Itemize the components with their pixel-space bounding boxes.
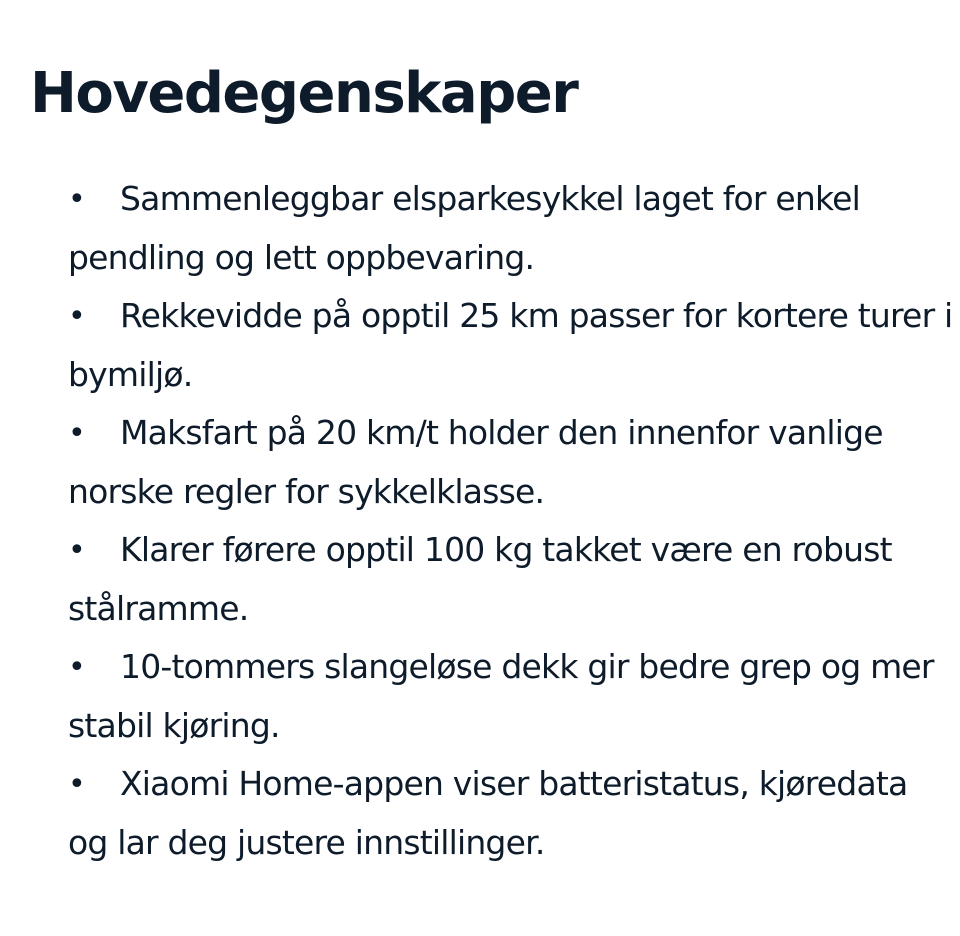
list-item — [68, 170, 953, 287]
list-item — [68, 287, 953, 404]
bullet-icon: • — [68, 182, 85, 217]
feature-list — [68, 170, 953, 872]
page-title: Hovedegenskaper — [30, 61, 578, 126]
list-item-text: Klarer førere opptil 100 kg takket være en robust stålramme. — [68, 530, 892, 628]
bullet-icon: • — [68, 299, 85, 334]
list-item — [68, 755, 953, 872]
list-item — [68, 521, 953, 638]
list-item-text: Sammenleggbar elsparkesykkel laget for enkel pendling og lett oppbevaring. — [68, 179, 860, 277]
list-item — [68, 638, 953, 755]
list-item-text: 10-tommers slangeløse dekk gir bedre grep og mer stabil kjøring. — [68, 647, 934, 745]
list-item-text: Maksfart på 20 km/t holder den innenfor vanlige norske regler for sykkelklasse. — [68, 413, 883, 511]
list-item-text: Xiaomi Home-appen viser batteristatus, kjøredata og lar deg justere innstillinger. — [68, 764, 908, 862]
bullet-icon: • — [68, 650, 85, 685]
bullet-icon: • — [68, 767, 85, 802]
bullet-icon: • — [68, 416, 85, 451]
bullet-icon: • — [68, 533, 85, 568]
list-item — [68, 404, 953, 521]
list-item-text: Rekkevidde på opptil 25 km passer for kortere turer i bymiljø. — [68, 296, 953, 394]
